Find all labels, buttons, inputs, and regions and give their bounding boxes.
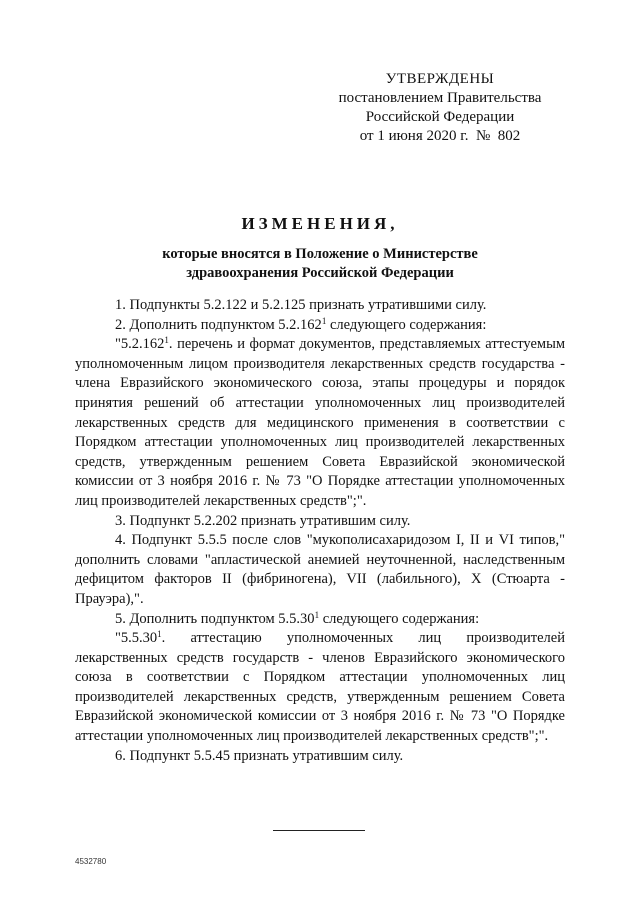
quote-5-5-30 (75, 629, 565, 747)
quote-2-number: "5.5.30 (115, 630, 158, 647)
document-body (75, 296, 565, 766)
end-divider (273, 830, 365, 831)
quote-1-text: . перечень и формат документов, представляемых аттестуемым уполномоченным лицом производителя лекарственных средств государства - члена Евразийского экономического союза, этапы процедуры и порядок принятия решений об аттестации уполномоченных лиц производителей лекарственных средств для медицинского применения в соответствии с Порядком аттестации уполномоченных лиц производителей лекарственных средств, утвержденным решением Совета Евразийской экономической комиссии от 3 ноября 2016 г. № 73 "О Порядке аттестации уполномоченных лиц производителей лекарственных средств";". (75, 336, 565, 509)
item-2-superscript: 1 (321, 315, 327, 326)
item-1: 1. Подпункты 5.2.122 и 5.2.125 признать утратившими силу. (115, 297, 487, 313)
quote-1-superscript: 1 (164, 335, 169, 346)
item-3: 3. Подпункт 5.2.202 признать утратившим силу. (115, 512, 411, 529)
document-subtitle (75, 245, 565, 283)
item-2 (75, 316, 565, 336)
quote-2-superscript: 1 (157, 629, 162, 640)
item-5-tail: следующего содержания: (319, 610, 480, 627)
item-5-superscript: 1 (314, 609, 320, 620)
approval-line-country: Российской Федерации (365, 109, 515, 125)
item-2-tail: следующего содержания: (326, 316, 487, 333)
document-subtitle-line2: здравоохранения Российской Федерации (186, 265, 454, 281)
document-title: ИЗМЕНЕНИЯ, (241, 214, 399, 233)
document-heading (75, 213, 565, 283)
document-number: 4532780 (75, 857, 107, 866)
quote-1-number: "5.2.162 (115, 336, 165, 353)
document-subtitle-line1: которые вносятся в Положение о Министерстве (162, 246, 478, 262)
quote-2-text: . аттестацию уполномоченных лиц производителей лекарственных средств государств - членов Евразийского экономического союза в соответствии с Порядком аттестации уполномоченных лиц производителей лекарственных средств, утвержденным решением Совета Евразийской экономической комиссии от 3 ноября 2016 г. № 73 "О Порядке аттестации уполномоченных лиц производителей лекарственных средств";". (75, 630, 565, 745)
approval-title: УТВЕРЖДЕНЫ (385, 71, 495, 87)
approval-line-date: от 1 июня 2020 г. № 802 (359, 128, 521, 144)
quote-5-2-162 (75, 335, 565, 511)
approval-line-decree: постановлением Правительства (338, 90, 542, 106)
item-4: 4. Подпункт 5.5.5 после слов "мукополисахаридозом I, II и VI типов," дополнить словами "апластической анемией неуточненной, наследственным дефицитом факторов II (фибриногена), VII (лабильного), X (Стюарта - Прауэра),". (75, 532, 565, 607)
item-5-text: 5. Дополнить подпунктом 5.5.30 (115, 610, 315, 627)
item-6: 6. Подпункт 5.5.45 признать утратившим силу. (115, 747, 404, 764)
item-5 (75, 610, 565, 630)
item-2-text: 2. Дополнить подпунктом 5.2.162 (115, 316, 322, 333)
approval-block (330, 70, 550, 146)
